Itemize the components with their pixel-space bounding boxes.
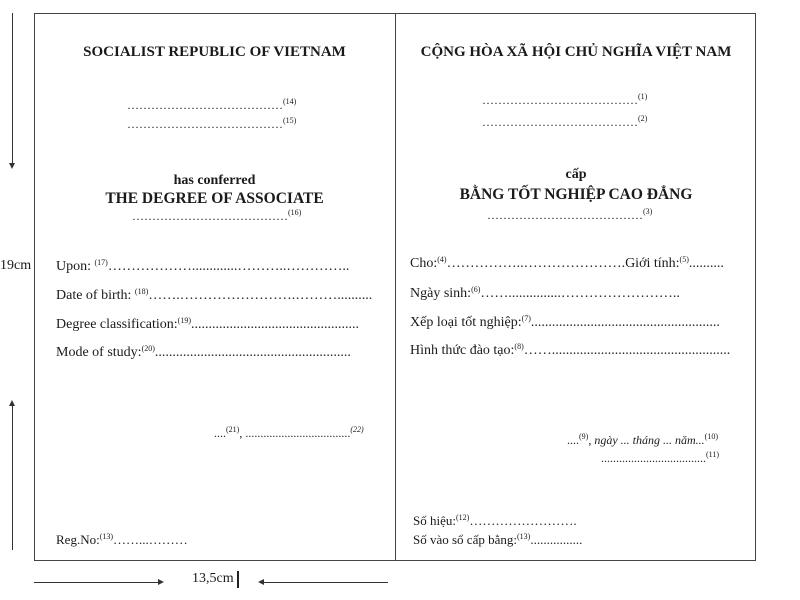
vietnamese-degree-title: BẰNG TỐT NGHIỆP CAO ĐẲNG [459,186,693,203]
field-hinh-thuc [410,342,730,359]
field-dob-dots: …….…………………….……….......... [148,288,373,303]
field-cho-dots: ……………..…………………. [446,256,626,271]
text-cursor [237,571,239,588]
height-arrow-bottom [12,405,13,550]
ref-8: (8) [514,342,524,351]
ref-6: (6) [471,285,481,294]
width-arrow-right [262,582,388,583]
line2-dots: ………………………………… [482,115,638,129]
height-arrow-top [12,13,13,165]
serial-dots: ……………………. [469,513,577,528]
field-upon-dots: ……………….............………..………….. [107,259,350,274]
field-ngay-sinh-label: Ngày sinh: [410,286,472,301]
page-divider [395,13,396,561]
vn-place-dots: .... [567,433,579,447]
ref-16: (16) [288,208,302,217]
field-gender-label: Giới tính: [625,256,680,271]
field-ngay-sinh [410,285,680,302]
ref-17: (17) [94,258,108,267]
english-line-16 [132,208,301,224]
english-heading: SOCIALIST REPUBLIC OF VIETNAM [83,44,346,60]
english-line-15 [127,116,296,132]
width-arrow-left [34,582,160,583]
vietnamese-line-3 [487,207,652,223]
line16-dots: ………………………………… [132,209,288,223]
register-dots: ................ [530,532,583,547]
vietnamese-line-2 [482,114,647,130]
ref-4: (4) [437,255,447,264]
reg-no-label: Reg.No: [56,532,100,547]
field-xep-loai-label: Xếp loại tốt nghiệp: [410,315,522,330]
register-label: Số vào sổ cấp bằng: [413,532,517,547]
ref-22: (22) [350,425,364,434]
field-mode-of-study [56,344,351,361]
line14-dots: ………………………………… [127,98,283,112]
date-separator: , [239,426,246,440]
field-xep-loai-dots: ...................................................... [530,315,720,330]
vietnamese-conferred: cấp [565,167,587,182]
ref-13-en: (13) [99,532,114,541]
field-classification-label: Degree classification: [56,317,178,332]
english-line-14 [127,97,296,113]
field-upon-label: Upon: [56,259,95,274]
vietnamese-heading: CỘNG HÒA XÃ HỘI CHỦ NGHĨA VIỆT NAM [420,44,732,60]
field-mode-label: Mode of study: [56,345,142,360]
vietnamese-line-1 [482,92,647,108]
field-cho [410,255,724,272]
line1-dots: ………………………………… [482,93,638,107]
english-reg-no [56,532,188,548]
reg-no-dots: ……...……… [113,532,188,547]
field-cho-label: Cho: [410,256,438,271]
ref-10: (10) [704,432,718,441]
ref-11: (11) [706,450,720,459]
field-dob-label: Date of birth: [56,288,135,303]
serial-label: Số hiệu: [413,513,456,528]
field-hinh-thuc-dots: ……................................................... [523,343,731,358]
ref-9: (9) [579,432,589,441]
place-dots: .... [214,426,226,440]
ref-12: (12) [455,513,470,522]
ref-15: (15) [283,116,297,125]
field-gender-dots: .......... [688,256,724,271]
field-mode-dots: ........................................................ [154,345,351,360]
line3-dots: ………………………………… [487,208,643,222]
vietnamese-serial [413,513,577,529]
english-place-date [214,425,364,441]
arrow-down-icon [9,163,15,169]
field-date-of-birth [56,287,372,304]
ref-14: (14) [283,97,297,106]
field-ngay-sinh-dots: ……...............…………………….. [480,286,680,301]
ref-5: (5) [679,255,689,264]
english-degree-title: THE DEGREE OF ASSOCIATE [105,190,324,207]
height-dimension-label: 19cm [0,258,32,273]
ref-7: (7) [521,314,531,323]
ref-20: (20) [141,344,155,353]
ref-2: (2) [638,114,648,123]
field-degree-classification [56,316,359,333]
vn-date-text: , ngày ... tháng ... năm... [588,433,705,447]
english-conferred: has conferred [173,173,256,188]
ref-21: (21) [226,425,240,434]
vietnamese-register [413,532,582,548]
ref-13-vn: (13) [516,532,531,541]
date-dots: ................................... [245,426,351,440]
vietnamese-place-date [567,432,718,448]
ref-18: (18) [134,287,149,296]
vietnamese-signer-line [601,450,719,466]
field-classification-dots: ................................................ [191,317,359,332]
ref-1: (1) [638,92,648,101]
ref-3: (3) [643,207,653,216]
width-dimension-label: 13,5cm [192,571,234,586]
ref-19: (19) [177,316,191,325]
signer-dots: ................................... [601,451,706,465]
line15-dots: ………………………………… [127,117,283,131]
field-upon [56,258,349,275]
field-xep-loai [410,314,720,331]
arrow-right-icon [158,579,164,585]
field-hinh-thuc-label: Hình thức đào tạo: [410,343,515,358]
